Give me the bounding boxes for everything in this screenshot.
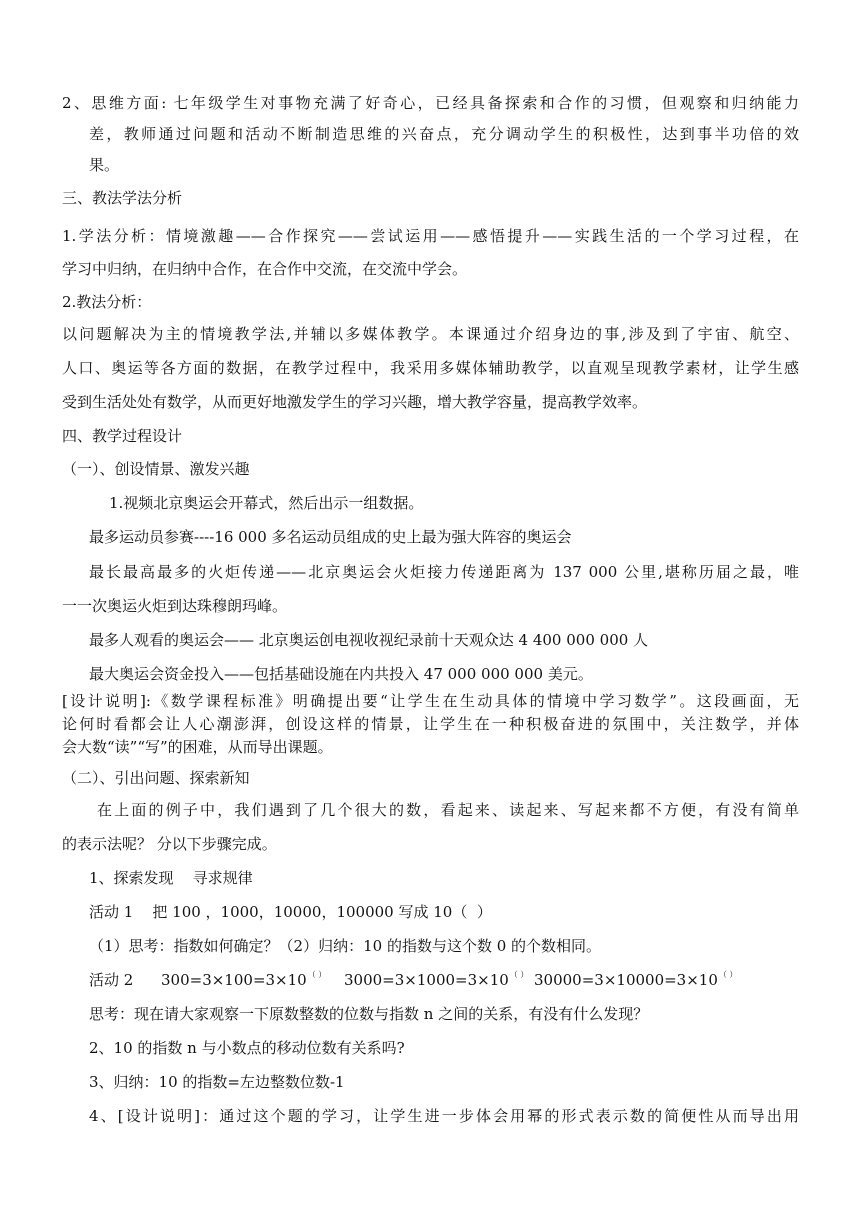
subsection-heading: （一）、创设情景、激发兴趣 [62,460,250,478]
paragraph-line: 在上面的例子中，我们遇到了几个很大的数，看起来、读起来、写起来都不方便，有没有简单 [97,801,799,819]
paragraph-line: （1）思考：指数如何确定？（2）归纳：10 的指数与这个数 0 的个数相同。 [89,937,602,955]
paragraph-line: 思考：现在请大家观察一下原数整数的位数与指数 n 之间的关系，有没有什么发现？ [89,1005,649,1023]
paragraph-line: 果。 [89,156,120,174]
exponent-blank: （ ） [307,970,327,979]
paragraph-line: 2.教法分析： [62,293,152,311]
paragraph-line: 1.视频北京奥运会开幕式，然后出示一组数据。 [109,494,424,512]
equation-text: 300=3×100=3×10 [161,971,307,989]
design-note-line: 论何时看都会让人心潮澎湃，创设这样的情景，让学生在一种积极奋进的氛围中，关注数学，并体 [62,715,799,733]
exponent-blank: （ ） [509,970,529,979]
activity-2-equation-2 [344,970,528,993]
exponent-blank: （ ） [718,970,738,979]
paragraph-line: 3、归纳：10 的指数=左边整数位数-1 [89,1073,345,1091]
step-heading: 1、探索发现 寻求规律 [89,869,253,887]
paragraph-line: 2、10 的指数 n 与小数点的移动位数有关系吗? [89,1039,405,1057]
paragraph-line: 受到生活处处有数学，从而更好地激发学生的学习兴趣，增大教学容量，提高教学效率。 [62,393,648,411]
paragraph-line: 4、[设计说明]：通过这个题的学习，让学生进一步体会用幂的形式表示数的简便性从而导出用 [89,1107,799,1125]
subsection-heading: （二）、引出问题、探索新知 [62,769,250,787]
activity-2-equation-3 [534,970,737,993]
activity-1: 活动 1 把 100 ，1000，10000，100000 写成 10（ ） [89,903,492,921]
paragraph-line: 差，教师通过问题和活动不断制造思维的兴奋点，充分调动学生的积极性，达到事半功倍的效 [89,125,799,143]
paragraph-line: 一一次奥运火炬到达珠穆朗玛峰。 [62,597,288,615]
equation-text: 3000=3×1000=3×10 [344,971,509,989]
paragraph-line: 人口、奥运等各方面的数据，在教学过程中，我采用多媒体辅助教学，以直观呈现教学素材，让学生感 [62,359,799,377]
equation-text: 30000=3×10000=3×10 [534,971,718,989]
paragraph-line: 1.学法分析：情境激趣——合作探究——尝试运用——感悟提升——实践生活的一个学习过程，在 [62,227,799,245]
paragraph-line: 最长最高最多的火炬传递——北京奥运会火炬接力传递距离为 137 000 公里,堪称历届之最，唯 [89,563,799,581]
section-heading: 四、教学过程设计 [62,427,183,445]
design-note-line: [设计说明]:《数学课程标准》明确提出要“让学生在生动具体的情境中学习数学”。这段画面，无 [62,692,799,710]
design-note-line: 会大数“读”“写”的困难，从而导出课题。 [62,738,333,756]
paragraph-line: 最多人观看的奥运会—— 北京奥运创电视收视纪录前十天观众达 4 400 000 000 人 [89,631,649,649]
activity-2-equation-1 [161,970,326,993]
paragraph-line: 2、思维方面: 七年级学生对事物充满了好奇心，已经具备探索和合作的习惯，但观察和归纳能力 [62,94,799,112]
paragraph-line: 学习中归纳，在归纳中合作，在合作中交流，在交流中学会。 [62,260,468,278]
paragraph-line: 最多运动员参赛----16 000 多名运动员组成的史上最为强大阵容的奥运会 [89,528,572,546]
paragraph-line: 的表示法呢？ 分以下步骤完成。 [62,835,277,853]
paragraph-line: 以问题解决为主的情境教学法,并辅以多媒体教学。本课通过介绍身边的事,涉及到了宇宙、航空、 [62,325,799,343]
section-heading: 三、教法学法分析 [62,189,183,207]
paragraph-line: 最大奥运会资金投入——包括基础设施在内共投入 47 000 000 000 美元。 [89,665,593,683]
activity-2-label: 活动 2 [89,971,134,989]
